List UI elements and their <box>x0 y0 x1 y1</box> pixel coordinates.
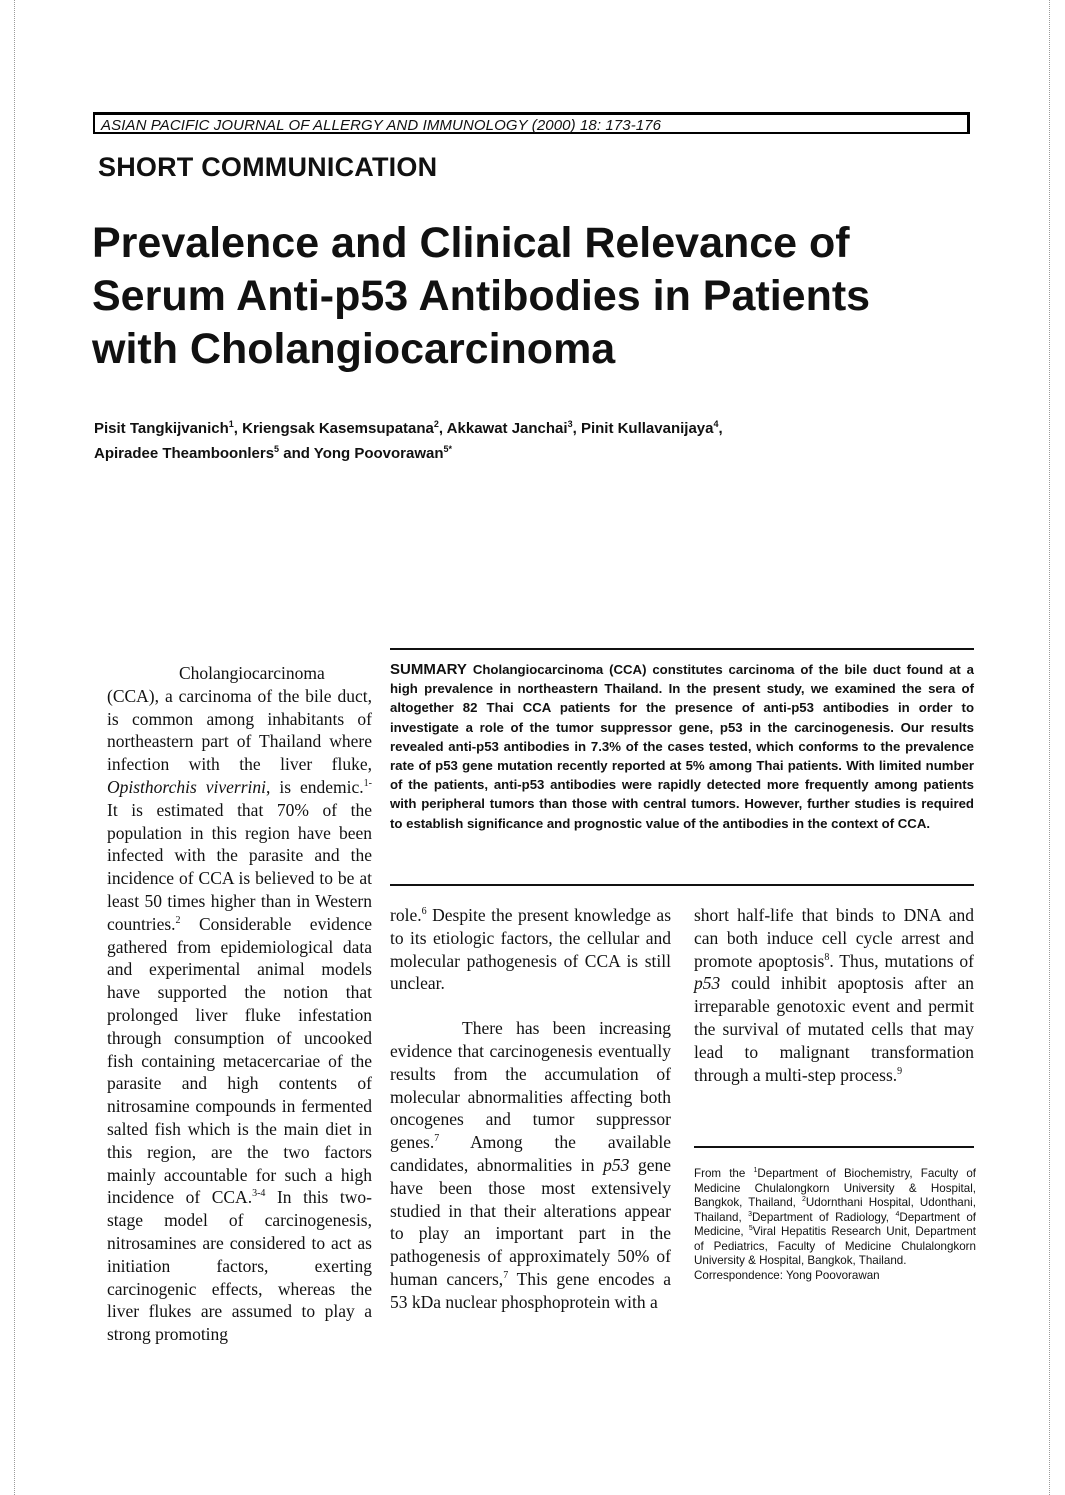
author-affiliation-mark: 4 <box>713 419 719 429</box>
article-title <box>92 217 992 376</box>
summary-top-rule <box>390 648 974 650</box>
citation-mark: 2 <box>175 914 181 926</box>
author-affiliation-mark: 3 <box>567 419 573 429</box>
author-affiliation-mark: 1 <box>228 419 234 429</box>
text-run: Considerable evidence gathered from epidemiological data and experimental animal models have supported the notion that prolonged liver fluke infestation through consumption of uncooked fish containing metacercariae of the parasite and high contents of nitrosamine compounds in fermented salted fish which is the main diet in this region, are the two factors mainly accountable for such a high incidence of CCA. <box>107 913 372 1208</box>
text-run: It is estimated that 70% of the population in this region have been infected with the parasite and the incidence of CCA is believed to be at least 50 times higher than in Western countries. <box>107 799 372 934</box>
text-run: short half-life that binds to DNA and can both induce cell cycle arrest and promote apoptosis <box>694 905 974 971</box>
text-run: could inhibit apoptosis after an irreparable genotoxic event and permit the survival of mutated cells that may lead to malignant transformation through a multi-step process. <box>694 973 974 1085</box>
affiliations-text: From the $^1$Department of Biochemistry, Faculty of Medicine Chulalongkorn University & Hospital, Bangkok, Thailand, $^2$Udornthani Hospital, Udonthani, Thailand, $^3$Department of Radiology, $^4$Department of Medicine, $^5$Viral Hepatitis Research Unit, Department of Pediatrics, Faculty of Medicine Chulalongkorn University & Hospital, Bangkok, Thailand. <box>694 1167 977 1267</box>
citation-mark: 3-4 <box>252 1188 266 1200</box>
gene-name: p53 <box>603 1154 630 1175</box>
author-name: Kriengsak Kasemsupatana <box>242 420 434 437</box>
body-column-3 <box>694 904 974 1086</box>
author-separator: , <box>233 420 243 437</box>
text-run: Among the available candidates, abnormalities in <box>390 1132 671 1175</box>
text-run: In this two-stage model of carcinogenesis, nitrosamines are considered to act as initiation factors, exerting carcinogenic effects, whereas the liver flukes are assumed to play a strong promoting <box>107 1187 372 1345</box>
text-run: gene have been those most extensively studied in that their alterations appear to play an important part in the pathogenesis of approximately 50% of human cancers, <box>390 1154 671 1289</box>
author-separator: and <box>279 445 314 462</box>
paragraph <box>107 662 372 1346</box>
text-run: Cholangiocarcinoma (CCA), a carcinoma of the bile duct, is common among inhabitants of northeastern part of Thailand where infection with the liver fluke, <box>107 663 372 775</box>
author-separator: , <box>438 420 447 437</box>
text-run: , is endemic. <box>266 776 364 797</box>
author-name: Pinit Kullavanijaya <box>580 420 714 437</box>
title-line: with Cholangiocarcinoma <box>92 325 616 373</box>
scan-edge-left <box>14 0 15 1495</box>
author-name: Akkawat Janchai <box>446 420 568 437</box>
citation-mark: 7 <box>434 1133 440 1145</box>
section-label: SHORT COMMUNICATION <box>98 152 438 182</box>
citation-mark: 7 <box>503 1270 509 1282</box>
text-run: Despite the present knowledge as to its etiologic factors, the cellular and molecular pathogenesis of CCA is still unclear. <box>390 905 671 994</box>
author-affiliation-mark: 5 <box>274 444 280 454</box>
author-affiliation-mark: 5* <box>443 444 453 454</box>
correspondence: Correspondence: Yong Poovorawan <box>694 1268 880 1282</box>
gene-name: p53 <box>694 973 721 994</box>
author-separator: , <box>572 420 581 437</box>
body-column-1 <box>107 662 372 1346</box>
author-name: Apiradee Theamboonlers <box>94 445 275 462</box>
text-run: . Thus, mutations of <box>829 950 974 971</box>
author-name: Pisit Tangkijvanich <box>94 420 229 437</box>
scan-edge-right <box>1049 0 1050 1495</box>
summary-text: Cholangiocarcinoma (CCA) constitutes carcinoma of the bile duct found at a high prevalence in northeastern Thailand. In the present study, we examined the sera of altogether 82 Thai CCA patients for the presence of anti-p53 antibodies in order to investigate a role of the tumor suppressor gene, p53 in the carcinogenesis. Our results revealed anti-p53 antibodies in 7.3% of the cases tested, which conforms to the prevalence rate of p53 gene mutation recently reported at 5% among Thai patients. With limited number of the patients, anti-p53 antibodies were rapidly detected more frequently among patients with peripheral tumors than those with central tumors. However, further studies is required to establish significance and prognostic value of the antibodies in the context of CCA. <box>390 662 974 831</box>
title-line: Serum Anti-p53 Antibodies in Patients <box>92 272 871 320</box>
citation-mark: 9 <box>897 1065 903 1077</box>
summary-abstract <box>390 660 974 833</box>
text-run: role. <box>390 905 422 925</box>
text-run: This gene encodes a 53 kDa nuclear phosphoprotein with a <box>390 1268 671 1312</box>
paragraph <box>390 1017 671 1313</box>
title-line: Prevalence and Clinical Relevance of <box>92 219 850 267</box>
footnote-rule <box>694 1146 974 1148</box>
species-name: Opisthorchis viverrini <box>107 776 267 797</box>
author-name: Yong Poovorawan <box>313 445 444 462</box>
affiliations-footnote <box>694 1167 976 1283</box>
paragraph <box>390 904 671 995</box>
paragraph <box>694 904 974 1086</box>
journal-header: ASIAN PACIFIC JOURNAL OF ALLERGY AND IMMUNOLOGY (2000) 18: 173-176 <box>93 112 970 134</box>
author-list <box>94 414 974 464</box>
summary-bottom-rule <box>390 884 974 886</box>
author-separator: , <box>718 420 723 437</box>
citation-mark: 8 <box>824 951 830 963</box>
summary-label: SUMMARY <box>390 661 467 678</box>
citation-mark: 1- <box>363 778 372 790</box>
citation-mark: 6 <box>421 906 427 918</box>
body-column-2 <box>390 904 671 1314</box>
text-run: There has been increasing evidence that carcinogenesis eventually results from the accumulation of molecular abnormalities affecting both oncogenes and tumor suppressor genes. <box>390 1018 671 1153</box>
author-affiliation-mark: 2 <box>433 419 439 429</box>
